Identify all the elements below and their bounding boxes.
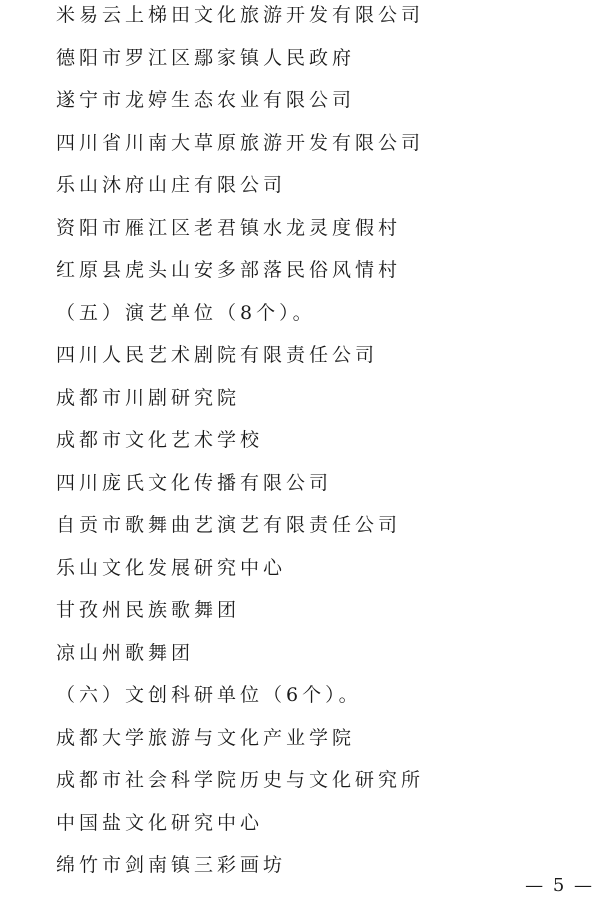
organization-line: 米易云上梯田文化旅游开发有限公司 bbox=[56, 4, 425, 26]
organization-line: 绵竹市剑南镇三彩画坊 bbox=[56, 854, 287, 876]
organization-line: 乐山沐府山庄有限公司 bbox=[56, 174, 287, 196]
section-heading: （五）演艺单位（8个）。 bbox=[56, 301, 316, 324]
organization-line: 四川人民艺术剧院有限责任公司 bbox=[56, 344, 379, 366]
organization-line: 成都市社会科学院历史与文化研究所 bbox=[56, 769, 425, 791]
organization-line: 四川省川南大草原旅游开发有限公司 bbox=[56, 131, 425, 154]
organization-line: 凉山州歌舞团 bbox=[56, 641, 195, 664]
organization-line: 乐山文化发展研究中心 bbox=[56, 556, 287, 579]
organization-line: 甘孜州民族歌舞团 bbox=[56, 599, 241, 621]
organization-line: 中国盐文化研究中心 bbox=[56, 811, 264, 834]
organization-line: 成都市川剧研究院 bbox=[56, 386, 241, 409]
section-heading: （六）文创科研单位（6个）。 bbox=[56, 684, 362, 706]
organization-line: 自贡市歌舞曲艺演艺有限责任公司 bbox=[56, 514, 402, 536]
text-lines bbox=[56, 0, 596, 893]
organization-line: 四川庞氏文化传播有限公司 bbox=[56, 471, 333, 494]
organization-line: 成都大学旅游与文化产业学院 bbox=[56, 726, 356, 749]
organization-line: 资阳市雁江区老君镇水龙灵度假村 bbox=[56, 216, 402, 239]
page-number: — 5 — bbox=[525, 875, 594, 896]
organization-line: 成都市文化艺术学校 bbox=[56, 429, 264, 451]
organization-line: 遂宁市龙婷生态农业有限公司 bbox=[56, 89, 356, 111]
organization-line: 德阳市罗江区鄢家镇人民政府 bbox=[56, 46, 356, 69]
organization-line: 红原县虎头山安多部落民俗风情村 bbox=[56, 259, 402, 281]
